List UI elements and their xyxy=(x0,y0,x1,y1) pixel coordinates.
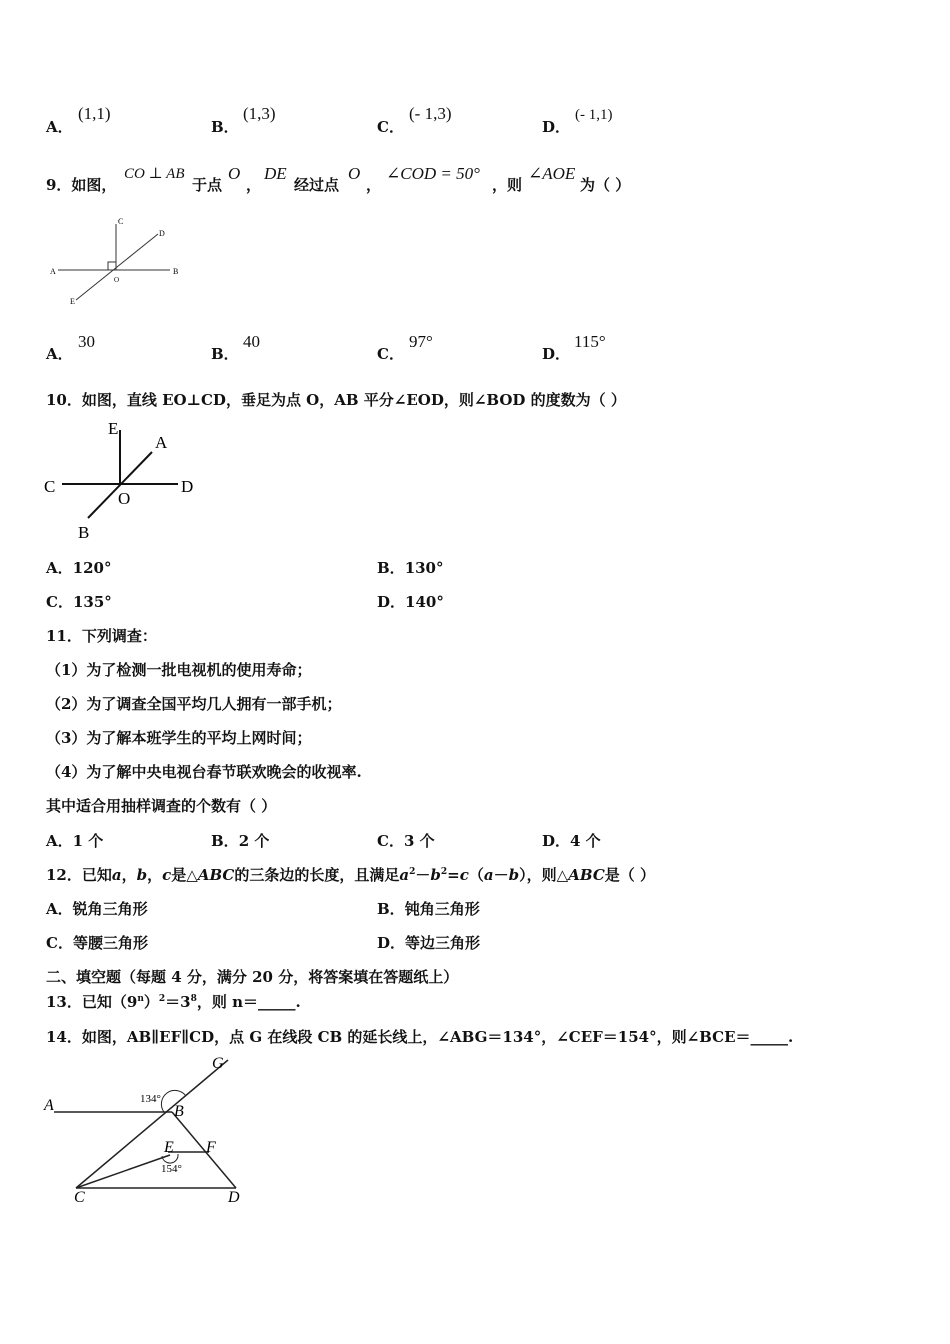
q12-comma-1: ， xyxy=(121,866,137,884)
q9-line-de: DE xyxy=(264,164,287,183)
q10-option-b-value: 130° xyxy=(404,559,444,577)
q9-sep-2: ， xyxy=(366,176,382,194)
q9-text-2: 经过点 xyxy=(294,176,340,194)
q14-figure xyxy=(40,1052,280,1208)
q11-option-a-value: 1 个 xyxy=(72,832,104,850)
q11-item-4: （4）为了解中央电视台春节联欢晚会的收视率. xyxy=(46,763,362,781)
q9-sep-1: ， xyxy=(246,176,262,194)
q11-option-b-letter: B． xyxy=(211,832,239,850)
q12-option-b-value: 钝角三角形 xyxy=(404,900,480,918)
q12-option-b-letter: B． xyxy=(377,900,405,918)
q11-question: 其中适合用抽样调查的个数有（ ） xyxy=(46,797,277,815)
q12-eq-b: b xyxy=(430,866,441,884)
q8-option-d-value: (- 1,1) xyxy=(575,107,613,123)
q12-var-b: b xyxy=(136,866,148,884)
q11-option-c xyxy=(377,830,435,851)
q14-label-e: E xyxy=(164,1139,174,1156)
q12-eq-close: ） xyxy=(519,866,527,884)
q9-expr-perpendicular: CO ⊥ AB xyxy=(124,166,185,182)
q12-triangle-abc: ABC xyxy=(197,866,235,884)
q9-label-a: A xyxy=(50,267,56,276)
q11-option-d-letter: D． xyxy=(542,832,571,850)
q13-sup-2: 2 xyxy=(158,994,166,1004)
q12-var-c: c xyxy=(162,866,172,884)
q12-var-a: a xyxy=(111,866,122,884)
q14-angle-134: 134° xyxy=(140,1093,161,1105)
q10-option-c-letter: C． xyxy=(46,593,73,611)
q9-option-b-value: 40 xyxy=(243,332,260,351)
q14-angle-154: 154° xyxy=(161,1163,182,1175)
q9-text-1: 于点 xyxy=(192,176,223,194)
q14-label-f: F xyxy=(206,1139,216,1156)
q10-option-c xyxy=(46,591,112,612)
q11-option-c-letter: C． xyxy=(377,832,404,850)
q11-option-d-value: 4 个 xyxy=(570,832,601,850)
q14-line-cg xyxy=(76,1060,228,1188)
q11-item-2: （2）为了调查全国平均几人拥有一部手机； xyxy=(46,695,342,713)
q11-option-a xyxy=(46,830,103,851)
q12-eq-minus: － xyxy=(415,866,431,884)
q12-text-1: 12．已知 xyxy=(46,866,112,884)
q9-option-c-value: 97° xyxy=(409,332,433,351)
q8-option-c-letter: C． xyxy=(377,118,404,136)
q10-figure xyxy=(40,416,210,540)
q14-label-c: C xyxy=(74,1189,85,1206)
q11-option-c-value: 3 个 xyxy=(403,832,435,850)
q12-option-a-value: 锐角三角形 xyxy=(72,900,148,918)
q10-option-b xyxy=(377,557,444,578)
q10-option-c-value: 135° xyxy=(72,593,112,611)
q14-label-b: B xyxy=(174,1103,184,1120)
q12-option-a xyxy=(46,898,148,919)
q12-eq-sup-2: 2 xyxy=(440,867,448,877)
q13-sup-n: n xyxy=(137,994,144,1004)
q8-option-a-letter: A． xyxy=(46,118,73,136)
q8-option-b-letter: B． xyxy=(211,118,239,136)
q14-line-bd xyxy=(172,1112,236,1188)
q9-label-o: O xyxy=(114,276,120,284)
q13-text-3: ＝3 xyxy=(165,993,191,1011)
q10-option-d-value: 140° xyxy=(405,593,444,611)
q9-option-a-value: 30 xyxy=(78,332,95,351)
q9-label-d: D xyxy=(159,229,165,238)
q12-eq-equals: = xyxy=(447,866,460,884)
q11-item-3: （3）为了解本班学生的平均上网时间； xyxy=(46,729,312,747)
q10-option-a xyxy=(46,557,111,578)
q10-label-b: B xyxy=(78,523,90,540)
q10-option-b-letter: B． xyxy=(377,559,405,577)
q9-figure xyxy=(46,212,196,312)
q12-eq-open: （ xyxy=(468,866,484,884)
q10-stem: 10．如图，直线 EO⊥CD，垂足为点 O，AB 平分∠EOD，则∠BOD 的度数为（ ） xyxy=(46,391,626,409)
q8-option-b-value: (1,3) xyxy=(243,104,276,123)
q13-stem xyxy=(46,991,301,1012)
q12-option-d xyxy=(377,932,480,953)
q8-option-a-value: (1,1) xyxy=(78,104,111,123)
q12-option-c-value: 等腰三角形 xyxy=(72,934,148,952)
q13-text-4: ，则 n＝_____. xyxy=(196,993,301,1011)
q9-text-3: ，则 xyxy=(492,176,523,194)
q14-label-d: D xyxy=(228,1189,240,1206)
q11-option-d xyxy=(542,830,601,851)
q12-text-4: ，则△ xyxy=(526,866,569,884)
q12-eq-b2: b xyxy=(508,866,520,884)
q14-label-a: A xyxy=(44,1097,54,1114)
q9-point-o-2: O xyxy=(348,164,361,183)
q9-option-d-letter: D． xyxy=(542,345,571,363)
q11-title: 11．下列调查： xyxy=(46,627,157,645)
q13-sup-8: 8 xyxy=(190,994,197,1004)
q11-option-b xyxy=(211,830,269,851)
q10-option-a-value: 120° xyxy=(72,559,112,577)
q10-label-a: A xyxy=(155,433,168,452)
q9-option-a-letter: A． xyxy=(46,345,73,363)
q12-eq-minus-2: － xyxy=(493,866,509,884)
q12-eq-c: c xyxy=(459,866,469,884)
q12-option-a-letter: A． xyxy=(46,900,73,918)
q9-label-c: C xyxy=(118,217,124,226)
q12-triangle-abc-2: ABC xyxy=(568,866,605,884)
q12-option-c-letter: C． xyxy=(46,934,73,952)
q12-eq-a: a xyxy=(399,866,410,884)
q11-item-1: （1）为了检测一批电视机的使用寿命； xyxy=(46,661,312,679)
q9-label-e: E xyxy=(70,297,75,306)
q9-point-o-1: O xyxy=(228,164,241,183)
q11-option-a-letter: A． xyxy=(46,832,73,850)
q12-option-d-letter: D． xyxy=(377,934,406,952)
q12-text-5: 是（ ） xyxy=(604,866,655,884)
q9-option-d-value: 115° xyxy=(574,332,606,351)
q8-option-c-value: (- 1,3) xyxy=(409,104,452,123)
q12-text-2: 是△ xyxy=(171,866,198,884)
q8-option-d-letter: D． xyxy=(542,118,571,136)
q14-line-ce xyxy=(76,1155,170,1188)
q13-text-2: ） xyxy=(143,993,159,1011)
q12-eq-a2: a xyxy=(483,866,494,884)
q9-number: 9．如图， xyxy=(46,176,117,194)
q9-option-c-letter: C． xyxy=(377,345,404,363)
q10-label-c: C xyxy=(44,477,56,496)
q10-label-e: E xyxy=(108,419,119,438)
q14-stem: 14．如图，AB∥EF∥CD，点 G 在线段 CB 的延长线上，∠ABG＝134°，∠CEF＝154°，则∠BCE＝_____. xyxy=(46,1028,794,1046)
q9-expr-angle-cod: ∠COD = 50° xyxy=(386,164,480,183)
q12-stem xyxy=(46,864,655,885)
q9-expr-angle-aoe: ∠AOE xyxy=(528,164,576,183)
q10-option-d xyxy=(377,591,444,612)
q10-option-a-letter: A． xyxy=(46,559,73,577)
q12-comma-2: ， xyxy=(147,866,163,884)
q9-option-b-letter: B． xyxy=(211,345,239,363)
q12-option-c xyxy=(46,932,148,953)
section-fill-in-title: 二、填空题（每题 4 分，满分 20 分，将答案填在答题纸上） xyxy=(46,968,459,986)
q14-label-g: G xyxy=(212,1055,224,1072)
q12-text-3: 的三条边的长度，且满足 xyxy=(234,866,400,884)
q9-label-b: B xyxy=(173,267,179,276)
q10-label-o: O xyxy=(118,489,131,508)
q9-text-4: 为（ ） xyxy=(580,176,631,194)
q10-label-d: D xyxy=(181,477,194,496)
q12-eq-sup-1: 2 xyxy=(409,867,416,877)
q11-option-b-value: 2 个 xyxy=(238,832,270,850)
q10-option-d-letter: D． xyxy=(377,593,406,611)
q13-text-1: 13．已知（9 xyxy=(46,993,138,1011)
q9-line-de xyxy=(76,234,158,300)
q12-option-b xyxy=(377,898,480,919)
q12-option-d-value: 等边三角形 xyxy=(405,934,481,952)
